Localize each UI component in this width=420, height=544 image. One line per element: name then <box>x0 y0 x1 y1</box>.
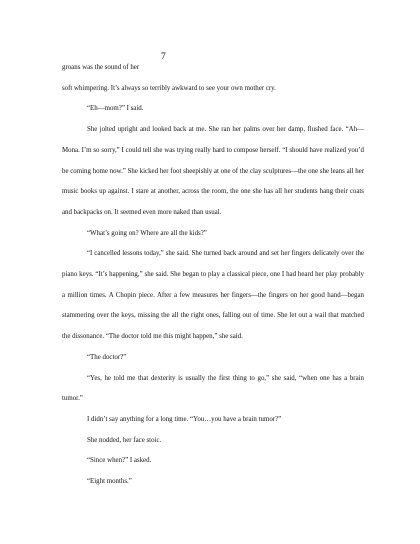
paragraph: “What’s going on? Where are all the kids?” <box>87 229 207 237</box>
paragraph: “I cancelled lessons today,” she said. She turned back around and set her fingers delicately over the piano keys. “It’s happening,” she said. She began to play a classical piece, one I had heard her play probably a million times. A Chopin piece. After a few measures her fingers—the fingers on her good hand—began stammering over the keys, missing the all the right ones, falling out of time. She let out a wail that matched the dissonance. “The doctor told me this might happen,” she said. <box>62 250 364 341</box>
paragraph: “Since when?” I asked. <box>87 457 152 465</box>
paragraph: I didn’t say anything for a long time. “You…you have a brain tumor?” <box>87 415 282 423</box>
paragraph: “Eh—mom?” I said. <box>87 105 144 113</box>
paragraph-continued <box>62 58 364 99</box>
paragraph: She nodded, her face stoic. <box>87 436 162 444</box>
paragraph: She jolted upright and looked back at me. She ran her palms over her damp, flushed face. “Ah—Mona. I’m so sorry,” I could tell she was trying really hard to compose herself. “I should have realized you’d be coming home now.” She kicked her foot sheepishly at one of the clay sculptures—the one she leans all her music books up against. I stare at another, across the room, the one she has all her students hang their coats and backpacks on. It seemed even more naked than usual. <box>62 126 364 216</box>
paragraph: “Yes, he told me that dexterity is usually the first thing to go,” she said, “when one has a brain tumor.” <box>62 374 364 403</box>
paragraph-line: soft whimpering. It’s always so terribly awkward to see your own mother cry. <box>62 84 276 92</box>
paragraph-line: groans was the sound of her <box>62 64 140 71</box>
page-number: 7 <box>161 52 166 62</box>
paragraph: “Eight months.” <box>87 478 132 486</box>
body-text <box>62 58 364 493</box>
paragraph: “The doctor?” <box>87 353 127 361</box>
